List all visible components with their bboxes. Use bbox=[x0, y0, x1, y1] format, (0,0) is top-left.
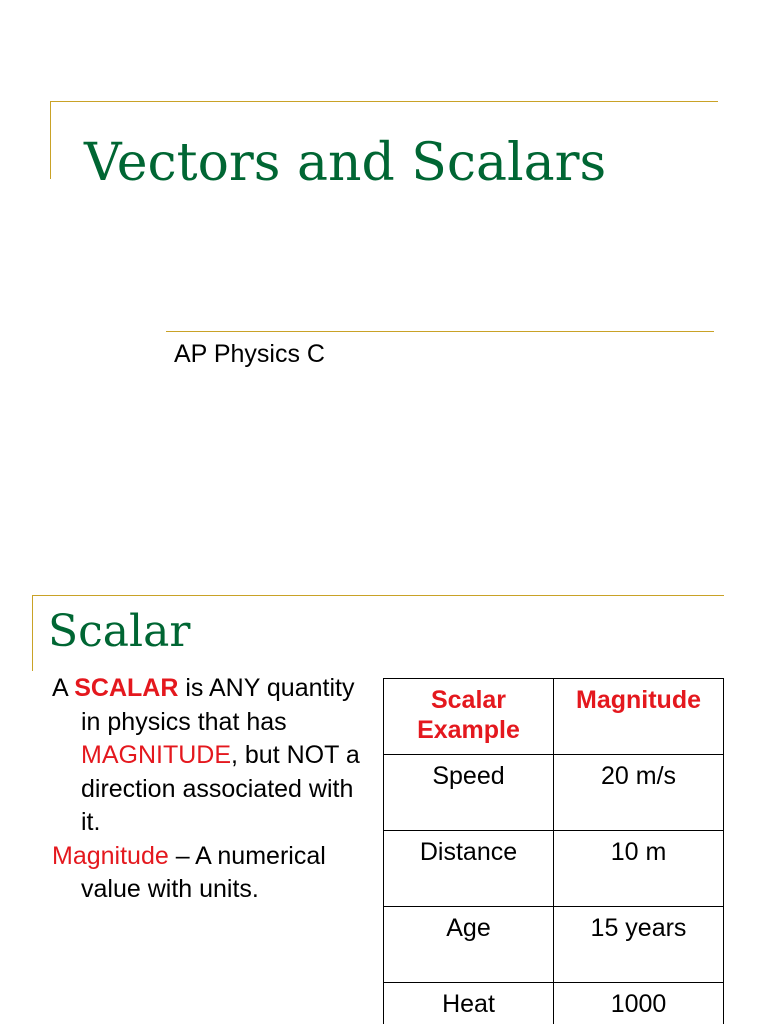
table-row bbox=[384, 907, 724, 983]
scalar-table bbox=[383, 678, 724, 1024]
left-rule bbox=[50, 101, 51, 179]
top-rule bbox=[50, 101, 718, 102]
top-rule bbox=[32, 595, 724, 596]
cell-magnitude: 20 m/s bbox=[554, 755, 724, 831]
magnitude-definition bbox=[52, 840, 372, 907]
def-middle: is ANY quantity in physics that has bbox=[81, 674, 355, 736]
slide-subtitle: AP Physics C bbox=[174, 340, 325, 368]
left-rule bbox=[32, 595, 33, 671]
subtitle-rule bbox=[166, 331, 714, 332]
cell-example: Age bbox=[384, 907, 554, 983]
header-scalar-example: Scalar Example bbox=[384, 679, 554, 755]
cell-example: Speed bbox=[384, 755, 554, 831]
table-row bbox=[384, 831, 724, 907]
def-suffix: , but NOT a direction associated with it. bbox=[81, 741, 360, 836]
cell-example: Distance bbox=[384, 831, 554, 907]
slide-title: Vectors and Scalars bbox=[84, 133, 607, 193]
def-prefix: A bbox=[52, 674, 75, 702]
scalar-term: SCALAR bbox=[74, 674, 179, 702]
cell-magnitude: 1000 bbox=[554, 983, 724, 1024]
table-row bbox=[384, 983, 724, 1024]
slide-title: Scalar bbox=[48, 606, 191, 657]
scalar-definition bbox=[52, 672, 372, 840]
magnitude-term: Magnitude bbox=[52, 841, 169, 870]
magnitude-text: – A numerical value with units. bbox=[81, 841, 326, 903]
table-header-row bbox=[384, 679, 724, 755]
cell-magnitude: 10 m bbox=[554, 831, 724, 907]
table-row bbox=[384, 755, 724, 831]
definition-text bbox=[52, 672, 372, 907]
magnitude-highlight: MAGNITUDE bbox=[81, 741, 231, 769]
header-magnitude: Magnitude bbox=[554, 679, 724, 755]
cell-magnitude: 15 years bbox=[554, 907, 724, 983]
scalar-slide bbox=[0, 560, 768, 1024]
cell-example: Heat bbox=[384, 983, 554, 1024]
